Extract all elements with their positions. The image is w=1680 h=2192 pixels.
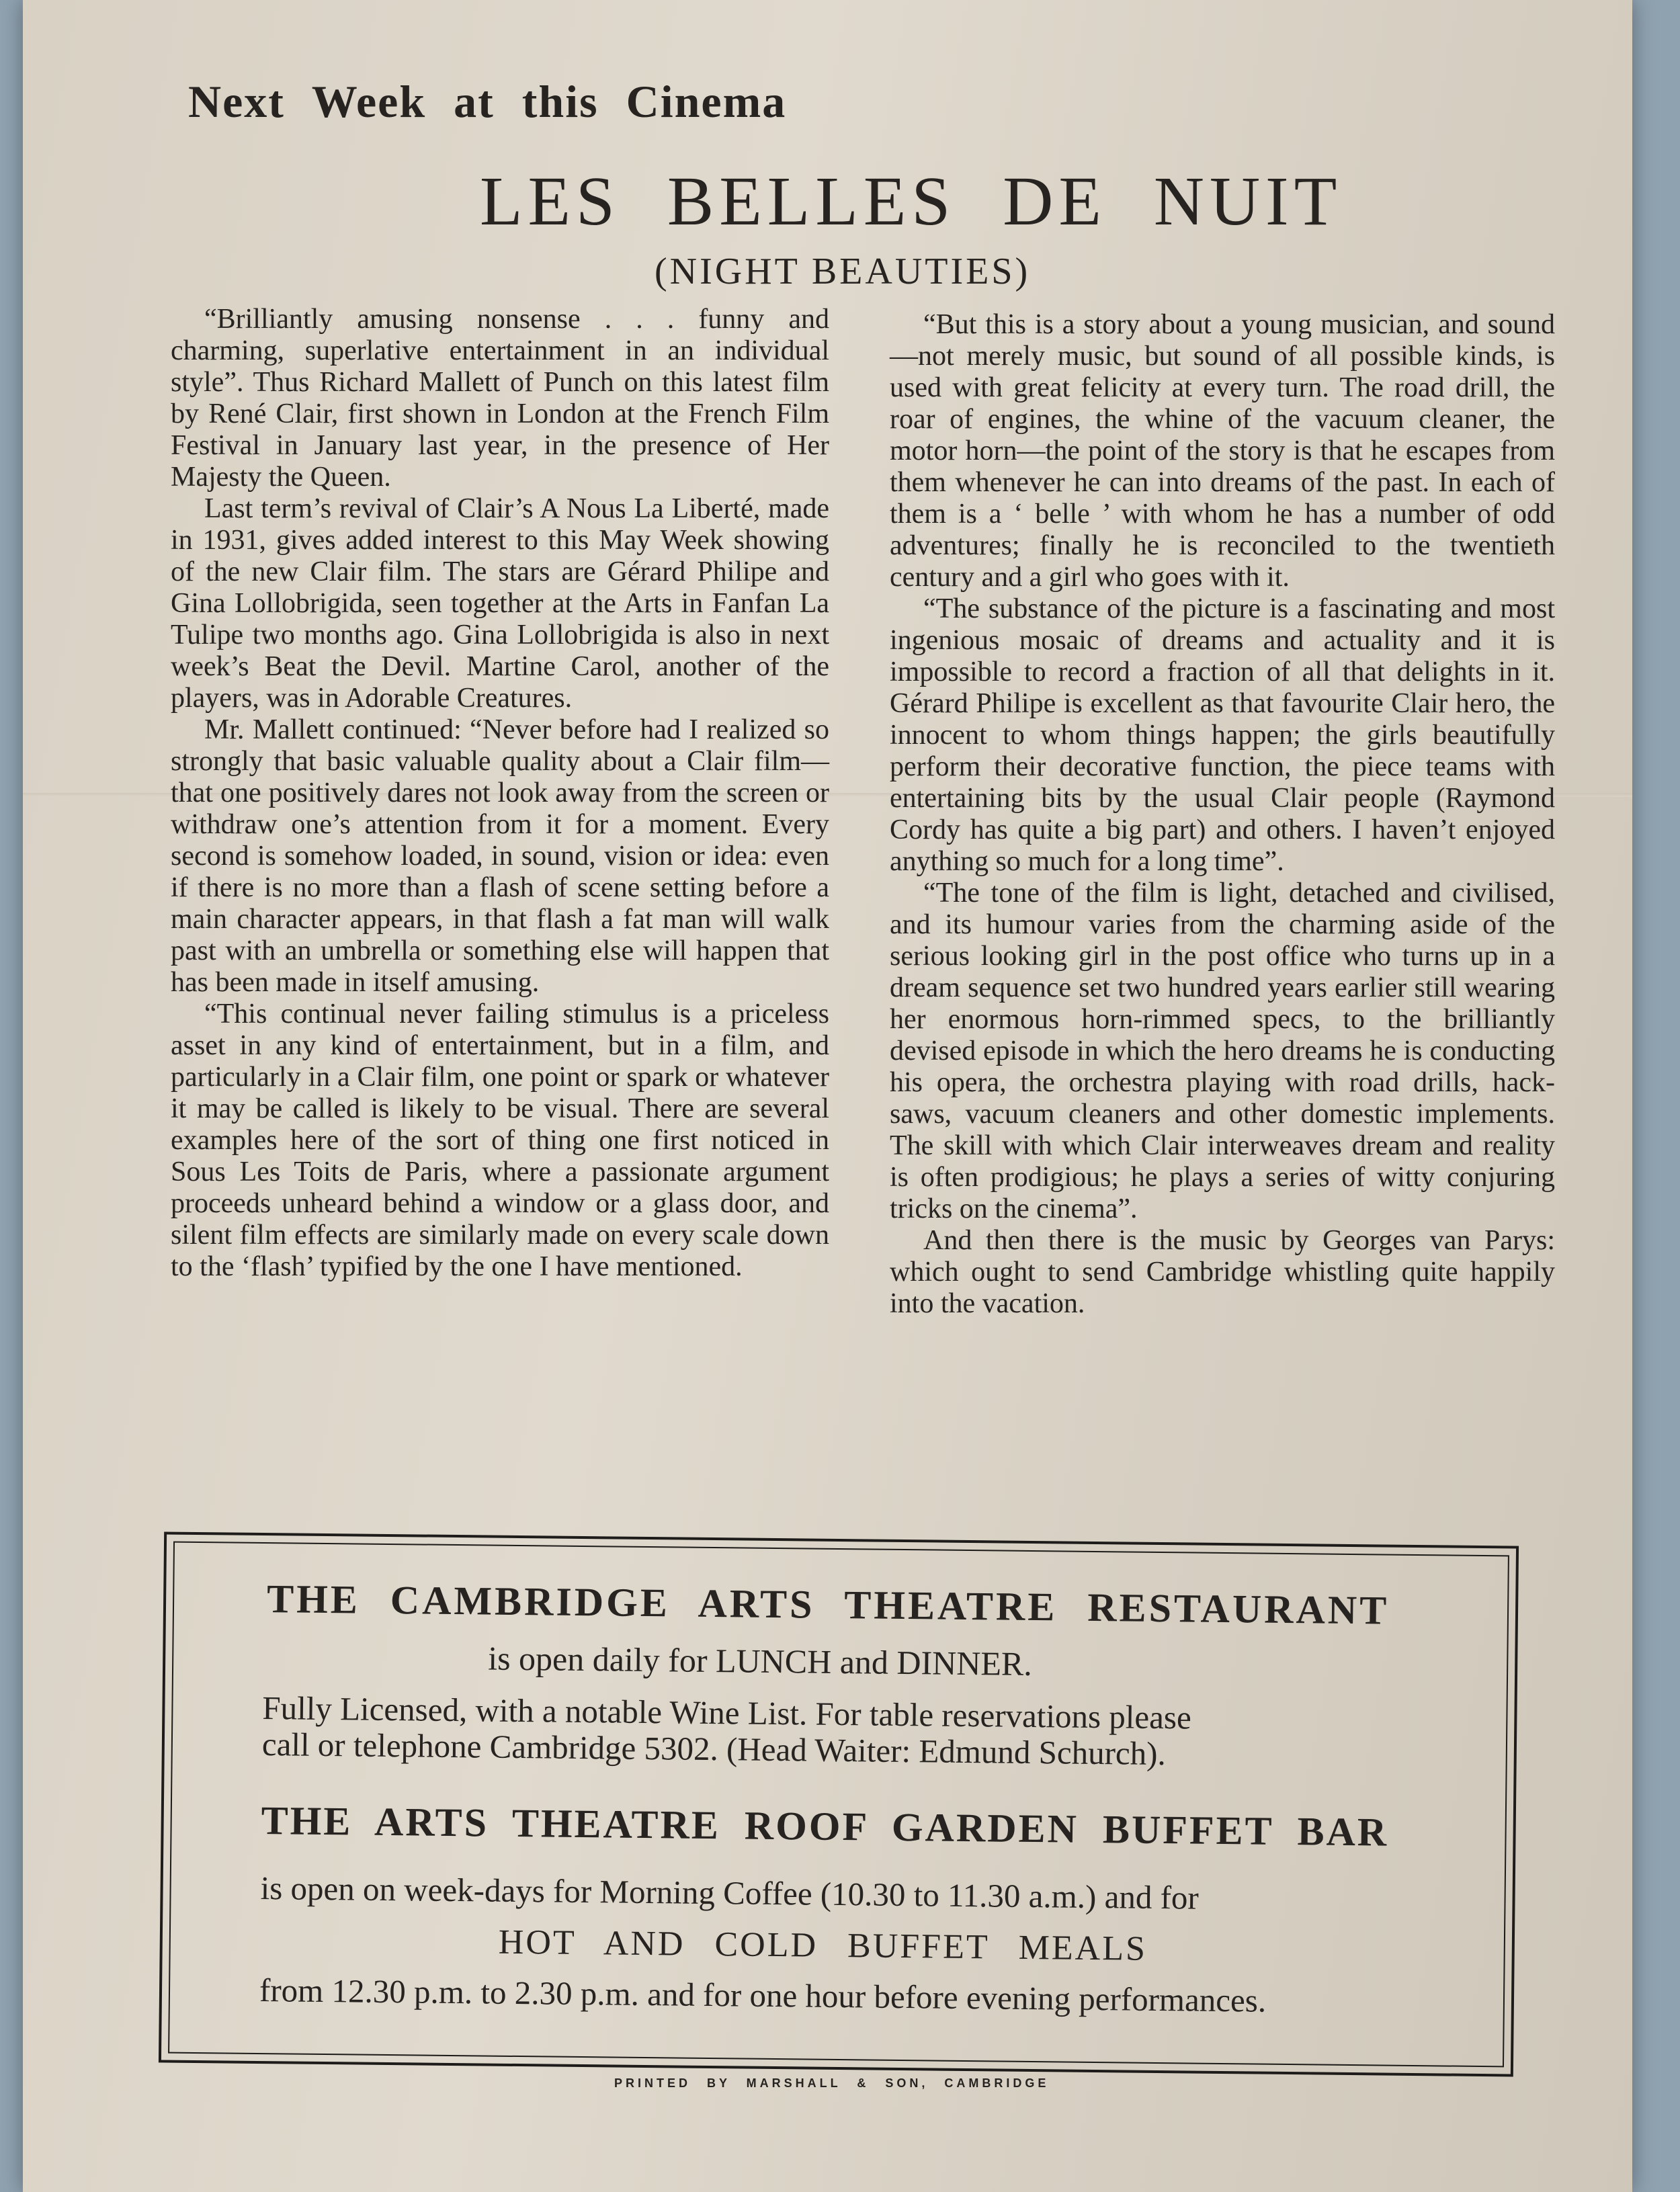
- buffet-meals: HOT AND COLD BUFFET MEALS: [498, 1923, 1148, 1968]
- article-paragraph: “Brilliantly amusing nonsense . . . funny and charming, superlative entertainment in an individual style”. Thus Richard Mallett of Punch on this latest film by René Clair, first shown in London at the French Film Festival in January last year, in the presence of Her Majesty the Queen.: [171, 304, 829, 493]
- film-subtitle: (NIGHT BEAUTIES): [655, 251, 1031, 292]
- buffet-bar-title: THE ARTS THEATRE ROOF GARDEN BUFFET BAR: [261, 1798, 1389, 1855]
- programme-sheet: [23, 0, 1632, 2192]
- buffet-meal-times: from 12.30 p.m. to 2.30 p.m. and for one hour before evening performances.: [259, 1971, 1267, 2019]
- article-paragraph: Mr. Mallett continued: “Never before had I realized so strongly that basic valuable quality about a Clair film—that one positively dares not look away from the screen or withdraw one’s attention from it for a moment. Every second is somehow loaded, in sound, vision or idea: even if there is no more than a flash of scene setting before a main character appears, in that flash a fat man will walk past with an umbrella or something else will happen that has been made in itself amusing.: [171, 714, 829, 998]
- article-column-left: [171, 304, 829, 1283]
- buffet-opening-hours: is open on week-days for Morning Coffee (10.30 to 11.30 a.m.) and for: [260, 1869, 1200, 1916]
- article-paragraph: Last term’s revival of Clair’s A Nous La Liberté, made in 1931, gives added interest to this May Week showing of the new Clair film. The stars are Gérard Philipe and Gina Lollobrigida, seen together at the Arts in Fanfan La Tulipe two months ago. Gina Lollobrigida is also in next week’s Beat the Devil. Martine Carol, another of the players, was in Adorable Creatures.: [171, 493, 829, 714]
- article-paragraph: “This continual never failing stimulus is a priceless asset in any kind of entertainment, but in a film, and particularly in a Clair film, one point or spark or whatever it may be called is likely to be visual. There are several examples here of the sort of thing one first noticed in Sous Les Toits de Paris, where a passionate argument proceeds unheard behind a window or a glass door, and silent film effects are similarly made on every scale down to the ‘flash’ typified by the one I have mentioned.: [171, 999, 829, 1282]
- next-week-heading: Next Week at this Cinema: [188, 76, 787, 127]
- film-title: LES BELLES DE NUIT: [480, 163, 1343, 240]
- article-paragraph: “The tone of the film is light, detached and civilised, and its humour varies from the charming aside of the serious looking girl in the post office who turns up in a dream sequence set two hundred years earlier still wearing her enormous horn-rimmed specs, to the brilliantly devised episode in which the hero dreams he is conducting his opera, the orchestra playing with road drills, hack-saws, vacuum cleaners and other domestic implements. The skill with which Clair interweaves dream and reality is often prodigious; he plays a series of witty conjuring tricks on the cinema”.: [890, 878, 1555, 1224]
- article-column-right: [890, 309, 1555, 1320]
- licensed-line-1: Fully Licensed, with a notable Wine List. For table reservations please: [262, 1689, 1192, 1736]
- restaurant-title: THE CAMBRIDGE ARTS THEATRE RESTAURANT: [266, 1576, 1390, 1633]
- restaurant-advert-box: [159, 1531, 1519, 2076]
- printer-credit: PRINTED BY MARSHALL & SON, CAMBRIDGE: [614, 2076, 1050, 2090]
- article-paragraph: “But this is a story about a young musician, and sound—not merely music, but sound of all possible kinds, is used with great felicity at every turn. The road drill, the roar of engines, the whine of the vacuum cleaner, the motor horn—the point of the story is that he escapes from them whenever he can into dreams of the past. In each of them is a ‘ belle ’ with whom he has a number of odd adventures; finally he is reconciled to the twentieth century and a girl who goes with it.: [890, 309, 1555, 593]
- restaurant-hours: is open daily for LUNCH and DINNER.: [487, 1639, 1033, 1683]
- article-paragraph: And then there is the music by Georges van Parys: which ought to send Cambridge whistling quite happily into the vacation.: [890, 1225, 1555, 1319]
- article-paragraph: “The substance of the picture is a fascinating and most ingenious mosaic of dreams and actuality and it is impossible to record a fraction of all that delights in it. Gérard Philipe is excellent as that favourite Clair hero, the innocent to whom things happen; the girls beautifully perform their decorative function, the piece teams with entertaining bits by the usual Clair people (Raymond Cordy has quite a big part) and others. I haven’t enjoyed anything so much for a long time”.: [890, 593, 1555, 877]
- licensed-line-2: call or telephone Cambridge 5302. (Head Waiter: Edmund Schurch).: [261, 1726, 1167, 1773]
